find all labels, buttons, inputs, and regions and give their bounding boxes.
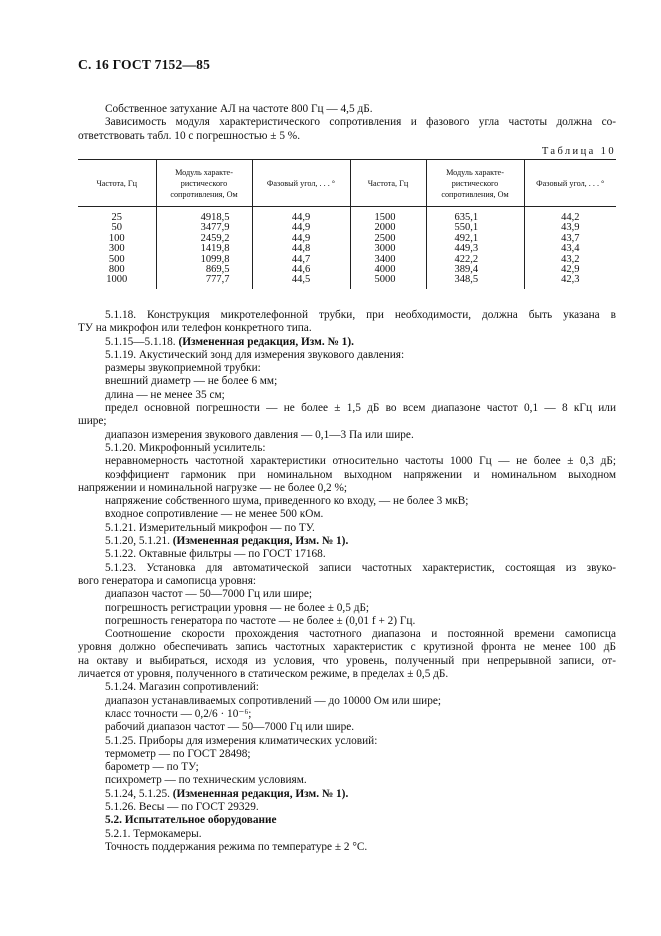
table-cell: 1000 bbox=[106, 274, 128, 286]
text-span: 5.1.20, 5.1.21. bbox=[105, 535, 173, 548]
table-cell: 1419,8 bbox=[200, 243, 230, 255]
text-line: напряжении и номинальной нагрузке — не более 0,2 %; bbox=[78, 481, 348, 494]
table-cell: 3000 bbox=[374, 243, 396, 255]
text-line: класс точности — 0,2/6 · 10⁻⁶; bbox=[105, 707, 252, 720]
table-cell: 492,1 bbox=[454, 232, 479, 244]
body-text bbox=[78, 309, 616, 854]
text-line: неравномерность частотной характеристики относительно частоты 1000 Гц — не более ± 0,3 дБ; bbox=[105, 455, 616, 468]
text-span: 5.1.15—5.1.18. bbox=[105, 335, 179, 348]
page-header: С. 16 ГОСТ 7152—85 bbox=[78, 57, 211, 72]
table-cell: 42,3 bbox=[561, 274, 580, 286]
frequency-column-1 bbox=[78, 207, 156, 289]
column-header: Фазовый угол, . . . ° bbox=[252, 160, 350, 207]
table-cell: 500 bbox=[108, 253, 125, 265]
table-cell: 43,4 bbox=[561, 243, 580, 255]
modulus-column-1 bbox=[156, 207, 252, 289]
text-line: шире; bbox=[78, 415, 107, 428]
phase-column-1 bbox=[252, 207, 350, 289]
table-cell: 869,5 bbox=[205, 263, 230, 275]
text-line: 5.1.21. Измерительный микрофон — по ТУ. bbox=[105, 521, 315, 534]
text-line: длина — не менее 35 см; bbox=[105, 388, 225, 401]
amendment-note: (Измененная редакция, Изм. № 1). bbox=[172, 535, 349, 548]
text-line: 5.1.24. Магазин сопротивлений: bbox=[105, 681, 259, 694]
text-line: 5.1.19. Акустический зонд для измерения звукового давления: bbox=[105, 348, 405, 361]
table-cell: 635,1 bbox=[454, 212, 479, 223]
text-line: термометр — по ГОСТ 28498; bbox=[105, 747, 251, 760]
data-table bbox=[78, 159, 616, 289]
amendment-note: (Измененная редакция, Изм. № 1). bbox=[178, 335, 354, 348]
table-cell: 1099,8 bbox=[200, 253, 230, 265]
text-line bbox=[78, 535, 616, 548]
text-line: ответствовать табл. 10 с погрешностью ± 5 %. bbox=[78, 129, 301, 142]
table-cell: 43,7 bbox=[561, 232, 580, 244]
text-line: диапазон устанавливаемых сопротивлений — до 10000 Ом или шире; bbox=[105, 694, 442, 707]
text-line: погрешность генератора по частоте — не более ± (0,01 f + 2) Гц. bbox=[105, 614, 416, 627]
text-line: 5.1.26. Весы — по ГОСТ 29329. bbox=[105, 800, 259, 813]
table-cell: 44,2 bbox=[561, 212, 580, 223]
column-header: Частота, Гц bbox=[78, 160, 156, 207]
modulus-column-2 bbox=[426, 207, 524, 289]
text-line: внешний диаметр — не более 6 мм; bbox=[105, 375, 278, 388]
table-cell: 25 bbox=[111, 212, 122, 223]
table-cell: 44,6 bbox=[291, 263, 311, 275]
table-cell: 3477,9 bbox=[200, 222, 230, 234]
table-cell: 5000 bbox=[374, 274, 396, 286]
table-caption: Таблица 10 bbox=[541, 146, 616, 157]
table-cell: 100 bbox=[108, 232, 125, 244]
table-cell: 44,9 bbox=[291, 232, 311, 244]
table-cell: 777,7 bbox=[205, 274, 230, 286]
column-header: Модуль характе-ристического сопротивления, Ом bbox=[156, 160, 252, 207]
table-cell: 42,9 bbox=[561, 263, 580, 275]
table-cell: 43,9 bbox=[561, 222, 580, 234]
column-header: Частота, Гц bbox=[350, 160, 426, 207]
table-cell: 44,9 bbox=[291, 212, 311, 223]
text-line: психрометр — по техническим условиям. bbox=[105, 774, 307, 787]
text-line: коэффициент гармоник при номинальном выходном напряжении и номинальном выходном bbox=[105, 468, 616, 481]
text-line: 5.1.18. Конструкция микротелефонной трубки, при необходимости, должна быть указана в bbox=[105, 309, 616, 321]
text-line: 5.1.23. Установка для автоматической записи частотных характеристик, состоящая из звуко- bbox=[105, 561, 616, 574]
text-line: входное сопротивление — не менее 500 кОм. bbox=[105, 508, 324, 521]
amendment-note: (Измененная редакция, Изм. № 1). bbox=[172, 787, 349, 800]
table-cell: 300 bbox=[108, 243, 125, 255]
table-cell: 3400 bbox=[374, 253, 396, 265]
text-line: 5.1.22. Октавные фильтры — по ГОСТ 17168. bbox=[105, 548, 326, 561]
text-line: вого генератора и самописца уровня: bbox=[78, 574, 257, 587]
text-line: Соотношение скорости прохождения частотного диапазона и постоянной времени самописца bbox=[105, 628, 616, 641]
text-line: 5.1.25. Приборы для измерения климатических условий: bbox=[105, 734, 378, 747]
table-cell: 4918,5 bbox=[200, 212, 230, 223]
text-line: Точность поддержания режима по температуре ± 2 °С. bbox=[105, 840, 368, 853]
text-line: личается от уровня, полученного в статическом режиме, в пределах ± 0,5 дБ. bbox=[78, 668, 449, 681]
table-cell: 50 bbox=[111, 222, 122, 234]
table-cell: 2500 bbox=[374, 232, 396, 244]
table-body-row bbox=[78, 207, 616, 289]
table-header-row bbox=[78, 160, 616, 207]
text-line: Зависимость модуля характеристического сопротивления и фазового угла частоты должна со- bbox=[105, 116, 616, 129]
table-cell: 348,5 bbox=[454, 274, 479, 286]
text-span: 5.1.24, 5.1.25. bbox=[105, 787, 173, 800]
table-cell: 550,1 bbox=[454, 222, 479, 234]
table-cell: 449,3 bbox=[454, 243, 479, 255]
table-cell: 43,2 bbox=[561, 253, 580, 265]
text-line: на октаву и выбираться, исходя из условия, что уровень, полученный при непрерывной записи, от- bbox=[78, 654, 616, 667]
phase-column-2 bbox=[524, 207, 616, 289]
frequency-column-2 bbox=[350, 207, 426, 289]
text-line: 5.2.1. Термокамеры. bbox=[105, 827, 202, 840]
intro-paragraph bbox=[78, 103, 616, 143]
text-line: Собственное затухание АЛ на частоте 800 Гц — 4,5 дБ. bbox=[105, 103, 373, 115]
table-cell: 2000 bbox=[374, 222, 396, 234]
column-header: Фазовый угол, . . . ° bbox=[524, 160, 616, 207]
table-cell: 1500 bbox=[374, 212, 396, 223]
text-line: 5.1.20. Микрофонный усилитель: bbox=[105, 441, 266, 454]
text-line: диапазон измерения звукового давления — 0,1—3 Па или шире. bbox=[105, 428, 414, 441]
text-line: погрешность регистрации уровня — не более ± 0,5 дБ; bbox=[105, 601, 370, 614]
table-cell: 44,5 bbox=[291, 274, 311, 286]
table-cell: 422,2 bbox=[454, 253, 479, 265]
text-line: барометр — по ТУ; bbox=[105, 761, 199, 774]
text-line bbox=[78, 336, 616, 349]
text-line: рабочий диапазон частот — 50—7000 Гц или шире. bbox=[105, 721, 355, 734]
table-cell: 2459,2 bbox=[200, 232, 230, 244]
text-line: предел основной погрешности — не более ± 1,5 дБ во всем диапазоне частот 0,1 — 8 кГц или bbox=[105, 402, 616, 415]
table-cell: 4000 bbox=[374, 263, 396, 275]
text-line: уровня должно обеспечивать запись частотных характеристик с крутизной фронта не менее 100 дБ bbox=[78, 641, 616, 654]
text-line: диапазон частот — 50—7000 Гц или шире; bbox=[105, 588, 313, 601]
table-cell: 389,4 bbox=[454, 263, 479, 275]
table-cell: 800 bbox=[108, 263, 125, 275]
table-cell: 44,9 bbox=[291, 222, 311, 234]
text-line: размеры звукоприемной трубки: bbox=[105, 362, 261, 375]
text-line bbox=[78, 788, 616, 801]
table-cell: 44,7 bbox=[291, 253, 311, 265]
column-header: Модуль характе-ристического сопротивления, Ом bbox=[426, 160, 524, 207]
section-heading: 5.2. Испытательное оборудование bbox=[105, 814, 277, 827]
text-line: напряжение собственного шума, приведенного ко входу, — не более 3 мкВ; bbox=[105, 495, 469, 508]
text-line: ТУ на микрофон или телефон конкретного типа. bbox=[78, 322, 312, 335]
table-cell: 44,8 bbox=[291, 243, 311, 255]
